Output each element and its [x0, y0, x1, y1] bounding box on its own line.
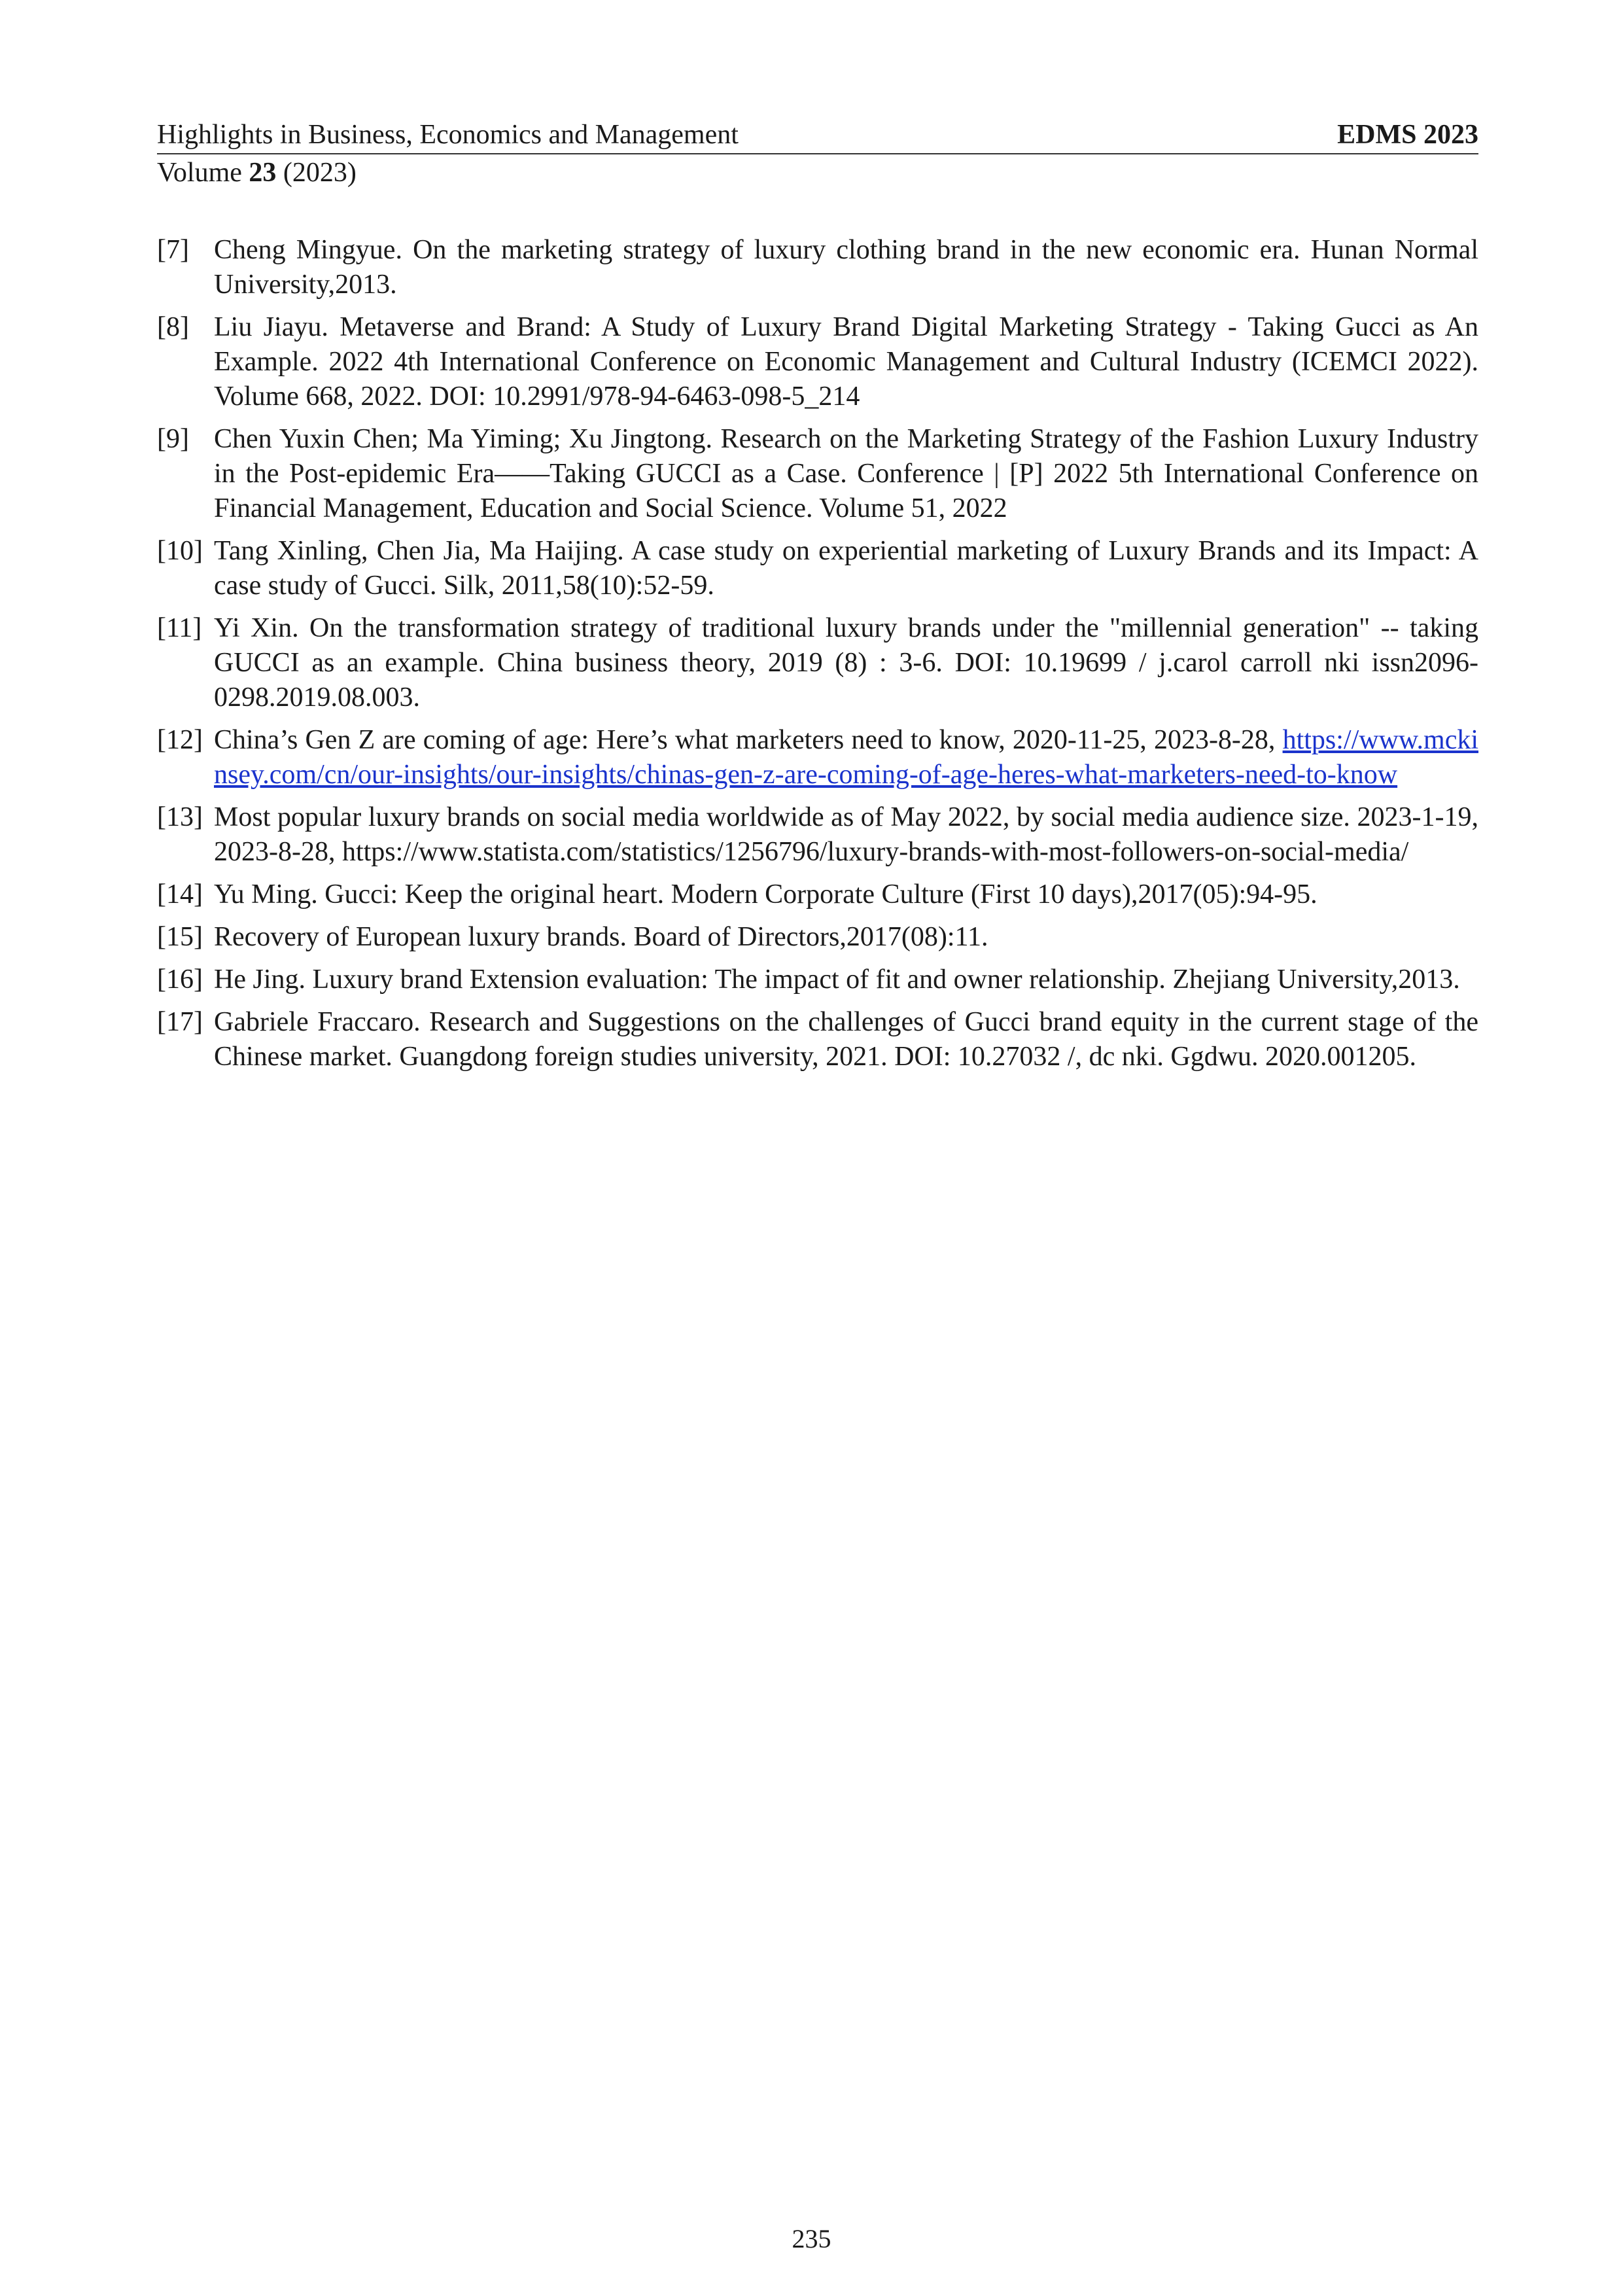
reference-number: [14] [157, 879, 203, 910]
volume-label: Volume [157, 158, 242, 188]
reference-number: [11] [157, 613, 202, 643]
page-number: 235 [792, 2224, 831, 2253]
reference-number: [15] [157, 922, 203, 952]
reference-item-13 [157, 800, 1478, 870]
reference-text: Yi Xin. On the transformation strategy of traditional luxury brands under the "millennial generation" -- taking GUCCI as an example. China business theory, 2019 (8) : 3-6. DOI: 10.19699 / j.carol carroll nki issn2096-0298.2019.08.003. [214, 613, 1478, 713]
reference-number: [8] [157, 312, 189, 342]
reference-text: Yu Ming. Gucci: Keep the original heart. Modern Corporate Culture (First 10 days),2017(05):94-95. [214, 879, 1318, 910]
reference-text: Gabriele Fraccaro. Research and Suggestions on the challenges of Gucci brand equity in the current stage of the Chinese market. Guangdong foreign studies university, 2021. DOI: 10.27032 /, dc nki. Ggdwu. 2020.001205. [214, 1007, 1478, 1072]
reference-text: Liu Jiayu. Metaverse and Brand: A Study of Luxury Brand Digital Marketing Strategy - Taking Gucci as An Example. 2022 4th International Conference on Economic Management and Cultural Industry (ICEMCI 2022). Volume 668, 2022. DOI: 10.2991/978-94-6463-098-5_214 [214, 312, 1478, 412]
reference-item-12 [157, 723, 1478, 792]
reference-number: [10] [157, 536, 203, 566]
mckinsey-link[interactable]: https://www.mckinsey.com/cn/our-insights/our-insights/chinas-gen-z-are-coming-of-age-heres-what-marketers-need-to-know [214, 725, 1479, 790]
reference-item-11 [157, 611, 1478, 715]
reference-text: Most popular luxury brands on social media worldwide as of May 2022, by social media audience size. 2023-1-19, 2023-8-28, https://www.statista.com/statistics/1256796/luxury-brands-with-most-followers-on-social-media/ [214, 802, 1478, 867]
reference-text: Recovery of European luxury brands. Board of Directors,2017(08):11. [214, 922, 988, 952]
volume-number: 23 [249, 158, 277, 188]
reference-text: Cheng Mingyue. On the marketing strategy of luxury clothing brand in the new economic era. Hunan Normal University,2013. [214, 235, 1478, 300]
reference-item-16 [157, 963, 1478, 997]
reference-item-10 [157, 534, 1478, 603]
running-header [157, 116, 1478, 154]
reference-number: [17] [157, 1007, 203, 1037]
reference-item-17 [157, 1005, 1478, 1074]
reference-item-8 [157, 310, 1478, 414]
reference-number: [13] [157, 802, 203, 832]
reference-text: Tang Xinling, Chen Jia, Ma Haijing. A case study on experiential marketing of Luxury Brands and its Impact: A case study of Gucci. Silk, 2011,58(10):52-59. [214, 536, 1478, 601]
reference-number: [9] [157, 424, 189, 454]
volume-line [157, 154, 357, 191]
reference-item-7 [157, 233, 1478, 302]
reference-number: [12] [157, 725, 203, 755]
reference-item-14 [157, 877, 1478, 912]
conference-name: EDMS 2023 [1337, 120, 1478, 150]
reference-number: [16] [157, 964, 203, 995]
reference-list [157, 233, 1478, 1082]
journal-title: Highlights in Business, Economics and Management [157, 120, 739, 150]
reference-item-9 [157, 422, 1478, 526]
volume-year: (2023) [283, 158, 357, 188]
reference-item-15 [157, 920, 1478, 955]
reference-text: Chen Yuxin Chen; Ma Yiming; Xu Jingtong. Research on the Marketing Strategy of the Fashion Luxury Industry in the Post-epidemic Era——Taking GUCCI as a Case. Conference | [P] 2022 5th International Conference on Financial Management, Education and Social Science. Volume 51, 2022 [214, 424, 1478, 523]
reference-text: China’s Gen Z are coming of age: Here’s what marketers need to know, 2020-11-25, 2023-8-28, [214, 725, 1276, 755]
reference-text: He Jing. Luxury brand Extension evaluation: The impact of fit and owner relationship. Zhejiang University,2013. [214, 964, 1460, 995]
reference-number: [7] [157, 235, 189, 265]
